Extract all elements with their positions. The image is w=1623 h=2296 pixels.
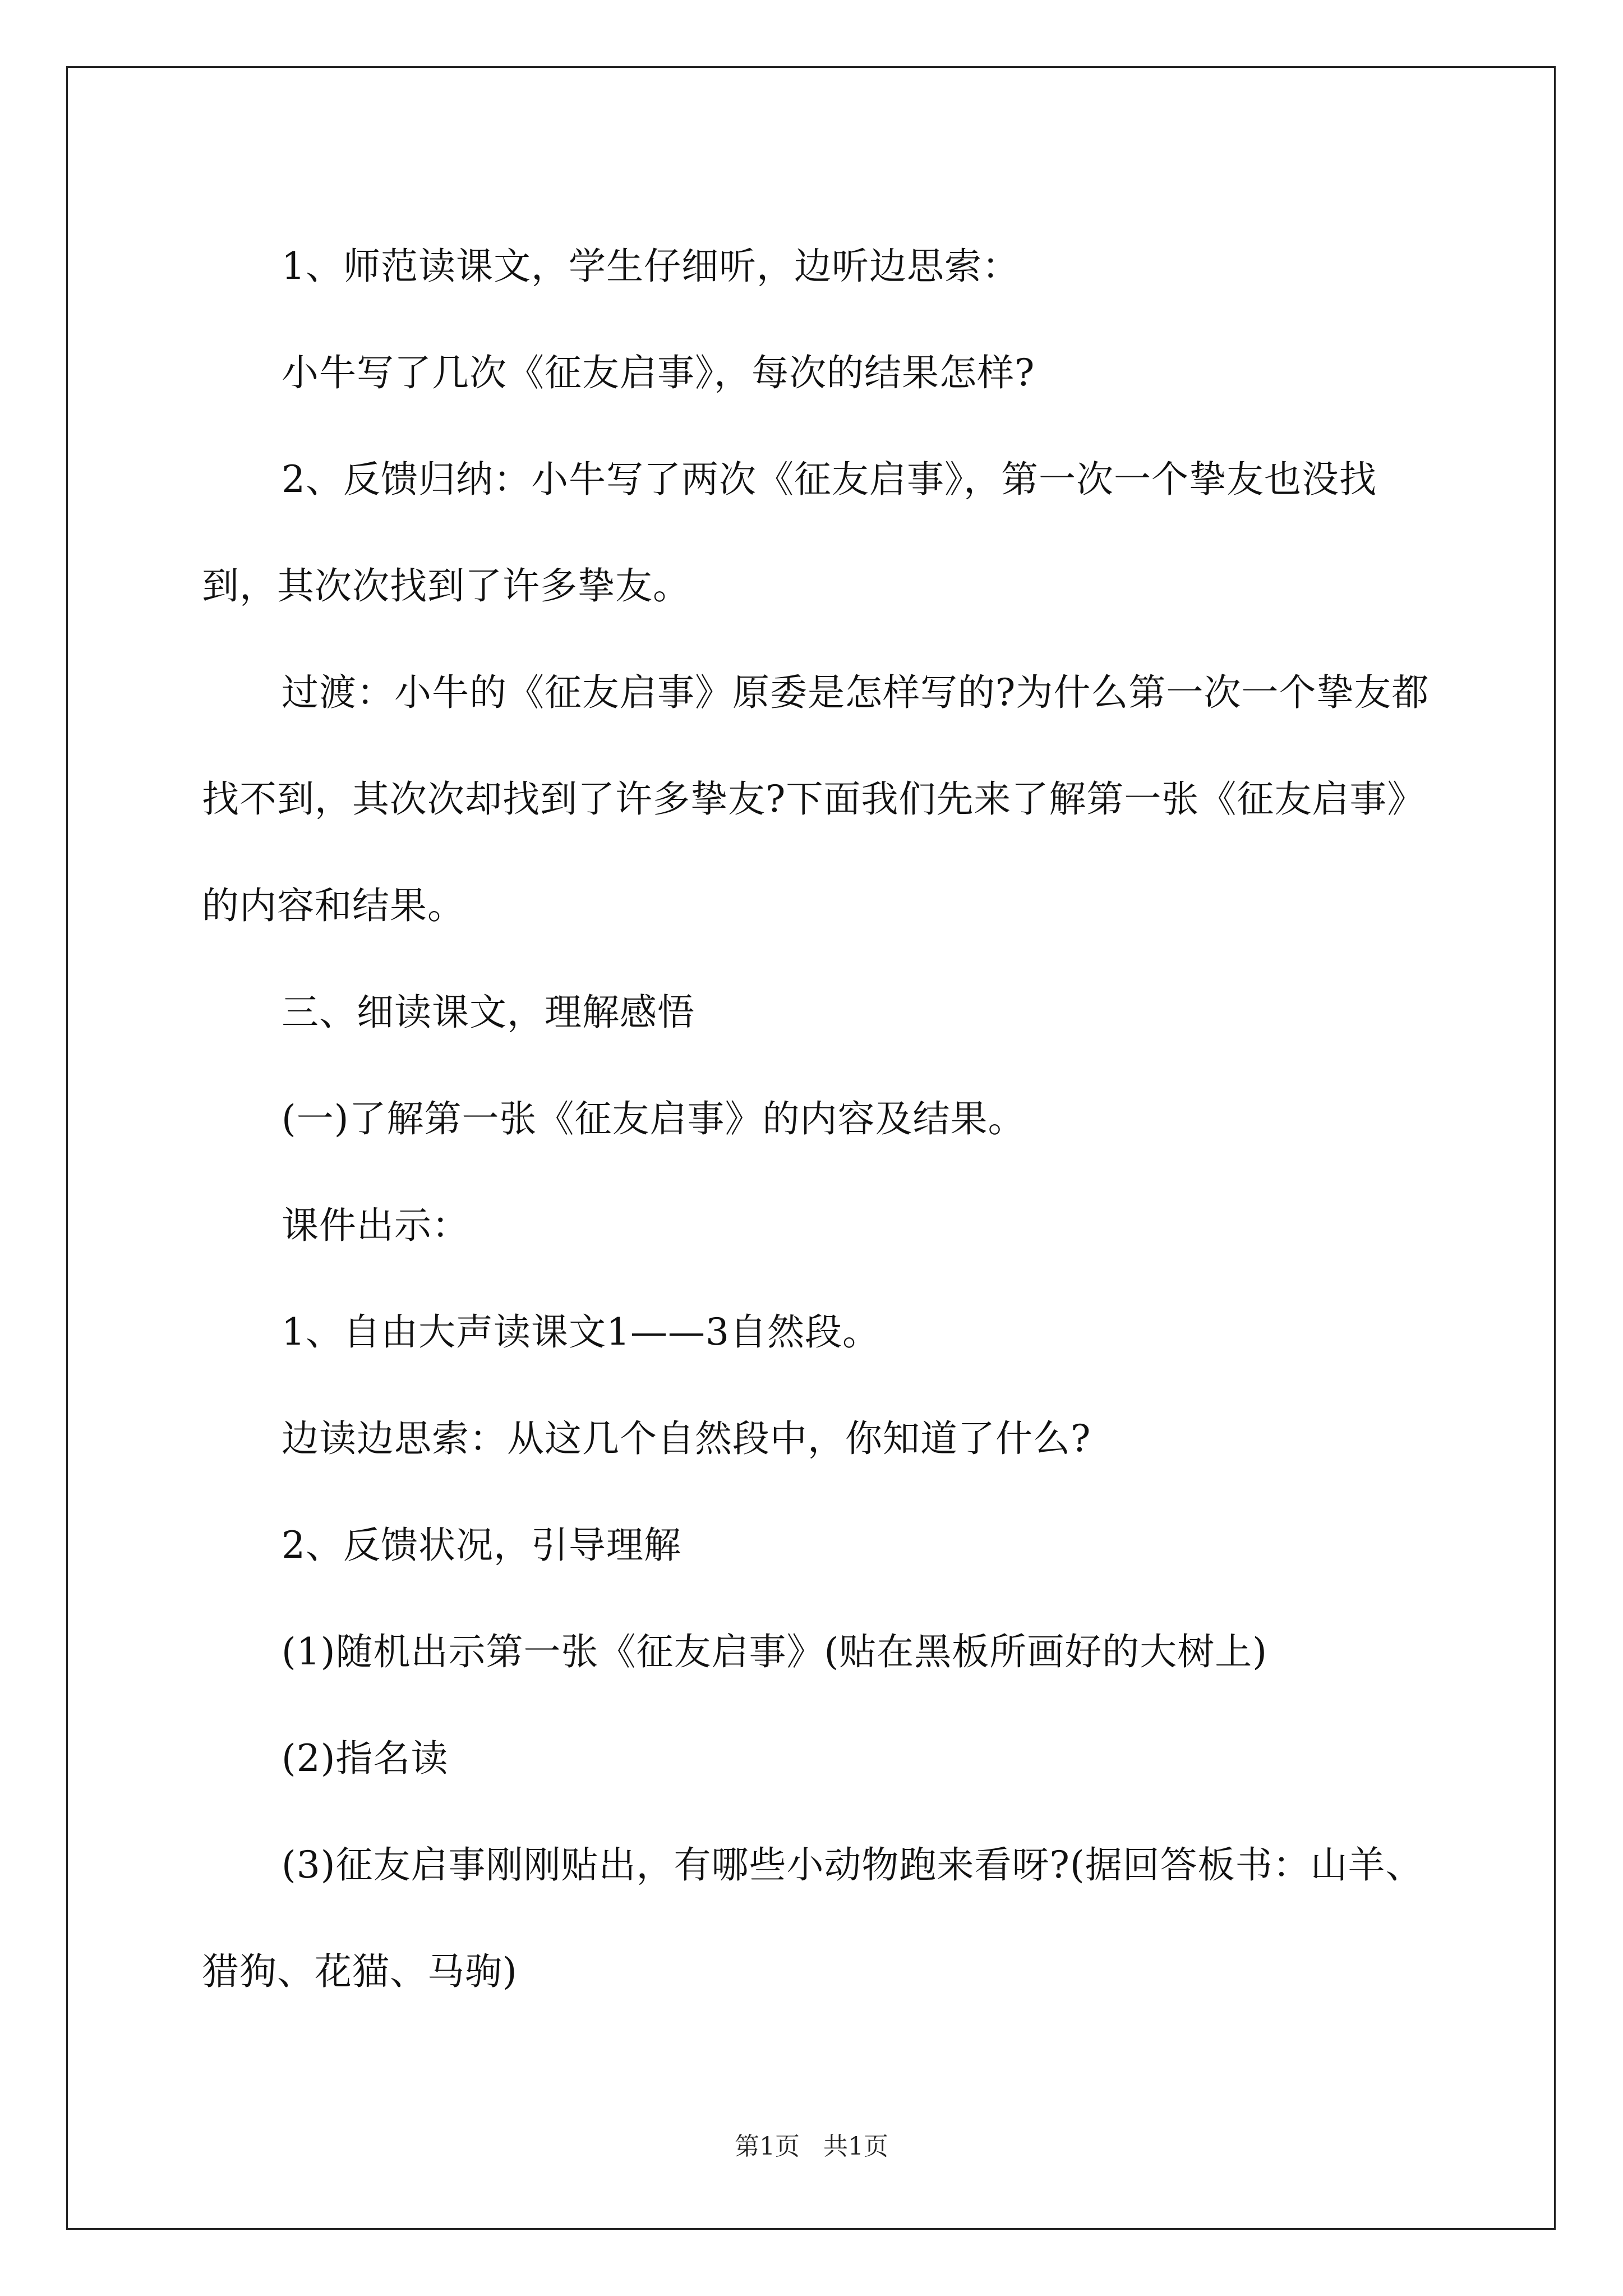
section-heading: 三、细读课文，理解感悟 [282,991,695,1034]
paragraph: (2)指名读 [282,1737,449,1780]
page-footer [0,2126,1623,2162]
paragraph: 2、反馈归纳：小牛写了两次《征友启事》，第一次一个挚友也没找到，其次次找到了许多挚友。 [202,458,1377,608]
document-body [202,213,1436,2025]
page-number-total: 共1页 [823,2132,888,2161]
paragraph: 过渡：小牛的《征友启事》原委是怎样写的?为什么第一次一个挚友都找不到，其次次却找到了许多挚友?下面我们先来了解第一张《征友启事》的内容和结果。 [202,671,1430,927]
paragraph: (3)征友启事刚刚贴出，有哪些小动物跑来看呀?(据回答板书：山羊、猎狗、花猫、马驹) [202,1843,1423,1993]
subsection-heading: (一)了解第一张《征友启事》的内容及结果。 [282,1097,1026,1140]
paragraph: 2、反馈状况，引导理解 [282,1524,681,1567]
paragraph: 1、师范读课文，学生仔细听，边听边思索： [282,245,1020,288]
paragraph: 课件出示： [282,1204,469,1247]
paragraph: (1)随机出示第一张《征友启事》(贴在黑板所画好的大树上) [282,1630,1267,1673]
paragraph: 小牛写了几次《征友启事》，每次的结果怎样? [282,351,1035,394]
page-number-current: 第1页 [735,2132,800,2161]
paragraph: 1、自由大声读课文1——3自然段。 [282,1310,880,1354]
paragraph: 边读边思索：从这几个自然段中，你知道了什么? [282,1417,1091,1460]
